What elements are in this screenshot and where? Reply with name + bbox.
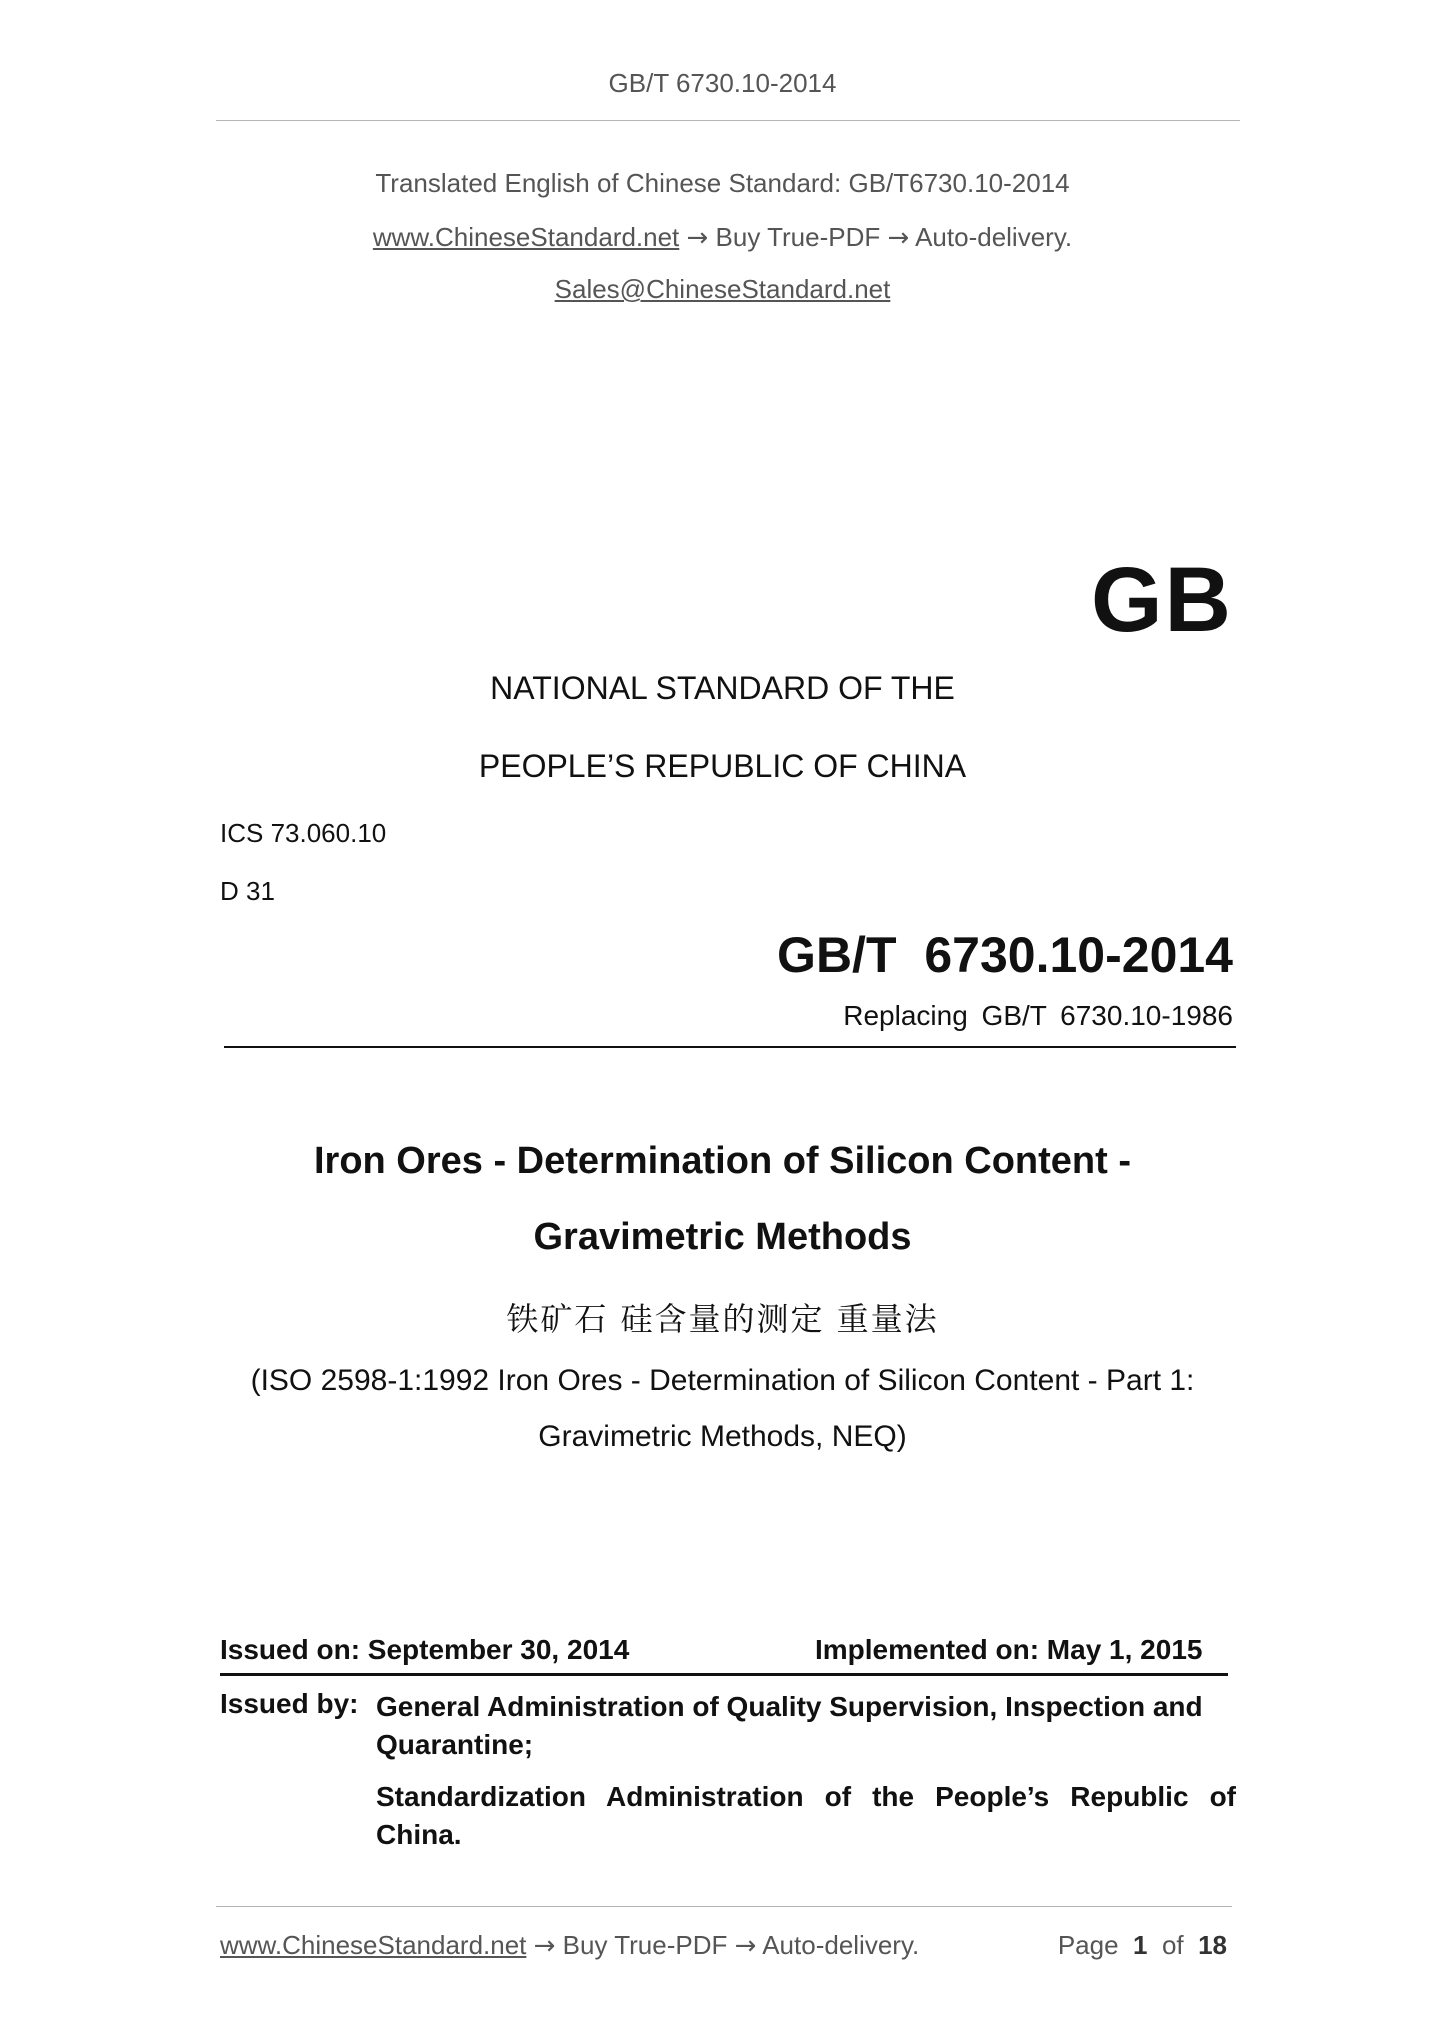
- replacing-note: Replacing GB/T 6730.10-1986: [843, 1000, 1233, 1031]
- arrow-right-icon: →: [533, 1931, 556, 1961]
- site-link[interactable]: www.ChineseStandard.net: [372, 222, 680, 252]
- footer-purchase-line: [220, 1930, 919, 1961]
- purchase-line: [0, 222, 1445, 253]
- page-of-label: of: [1161, 1930, 1184, 1960]
- issuing-authority-2: Standardization Administration of the People’s Republic of China.: [376, 1781, 1236, 1850]
- national-standard-line-2: PEOPLE’S REPUBLIC OF CHINA: [478, 748, 967, 784]
- ccs-code: D 31: [220, 876, 275, 906]
- gb-mark: GB: [1091, 549, 1233, 651]
- issuing-authority-1: General Administration of Quality Supervision, Inspection and Quarantine;: [376, 1691, 1203, 1760]
- footer-divider: [216, 1906, 1232, 1907]
- title-divider: [224, 1046, 1236, 1048]
- footer-site-link[interactable]: www.ChineseStandard.net: [220, 1930, 527, 1960]
- iso-reference-line-2: Gravimetric Methods, NEQ): [538, 1420, 907, 1453]
- document-title-line-2: Gravimetric Methods: [533, 1216, 912, 1258]
- document-title-chinese: 铁矿石 硅含量的测定 重量法: [506, 1300, 939, 1338]
- implemented-on-date: Implemented on: May 1, 2015: [815, 1634, 1203, 1665]
- arrow-right-icon: →: [887, 223, 910, 253]
- footer-buy-true-pdf-text: Buy True-PDF: [562, 1930, 728, 1960]
- arrow-right-icon: →: [734, 1931, 757, 1961]
- page-indicator: [1058, 1930, 1227, 1961]
- arrow-right-icon: →: [686, 223, 709, 253]
- buy-true-pdf-text: Buy True-PDF: [715, 222, 881, 252]
- email-line: [0, 274, 1445, 305]
- page-current: 1: [1133, 1930, 1148, 1960]
- iso-reference-line-1: (ISO 2598-1:1992 Iron Ores - Determination of Silicon Content - Part 1:: [250, 1364, 1195, 1397]
- footer-auto-delivery-text: Auto-delivery.: [762, 1930, 920, 1960]
- translation-notice: Translated English of Chinese Standard: GB/T6730.10-2014: [375, 168, 1070, 198]
- national-standard-line-1: NATIONAL STANDARD OF THE: [490, 670, 955, 706]
- standard-number: GB/T 6730.10-2014: [777, 927, 1233, 983]
- issue-divider: [220, 1673, 1228, 1676]
- page-label: Page: [1057, 1930, 1119, 1960]
- page-total: 18: [1198, 1930, 1227, 1960]
- document-title-line-1: Iron Ores - Determination of Silicon Content -: [313, 1140, 1132, 1182]
- auto-delivery-text: Auto-delivery.: [915, 222, 1073, 252]
- issued-by-label: Issued by:: [220, 1688, 359, 1719]
- sales-email-link[interactable]: Sales@ChineseStandard.net: [554, 274, 891, 304]
- issued-on-date: Issued on: September 30, 2014: [220, 1634, 630, 1665]
- running-header: GB/T 6730.10-2014: [608, 68, 837, 98]
- header-divider: [216, 120, 1240, 121]
- ics-code: ICS 73.060.10: [220, 818, 387, 848]
